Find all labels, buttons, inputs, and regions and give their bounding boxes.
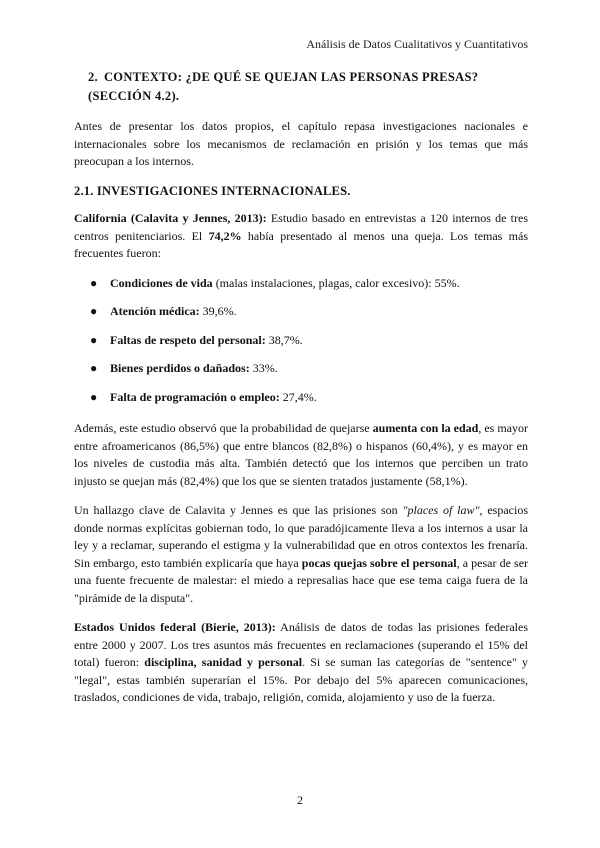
california-text-1: Estudio basado en entrevistas a 120 internos de tres centros penitenciarios. El (74, 211, 529, 243)
bullet-icon: ● (90, 361, 98, 375)
age-text-1: Además, este estudio observó que la probabilidad de quejarse (74, 421, 373, 435)
age-text-2: , es mayor entre afroamericanos (86,5%) que entre blancos (82,8%) o hispanos (60,4%), y es mayor en los niveles de custodia más alta. También detectó que los internos que perciben un trato injusto se quejan más (82,4%) que los que se sienten tratados justamente (58,1%). (74, 421, 529, 488)
law-text-1: Un hallazgo clave de Calavita y Jennes es que las prisiones son (74, 503, 403, 517)
list-item-bold: Condiciones de vida (110, 275, 213, 290)
list-item (74, 389, 528, 407)
us-emphasis: disciplina, sanidad y personal (144, 655, 303, 669)
law-text-2: , espacios donde normas explícitas gobiernan todo, lo que paradójicamente lleva a los internos a usar la ley y a reclamar, superando el estigma y la vulnerabilidad que en otros contextos les frenaría. Sin embargo, esto también explicaría que haya (74, 503, 529, 570)
bullet-icon: ● (90, 275, 98, 290)
list-item-text: 27,4%. (279, 389, 317, 404)
list-item-text: 39,6%. (199, 304, 237, 318)
age-emphasis: aumenta con la edad (372, 421, 479, 435)
places-of-law-paragraph (74, 502, 528, 607)
section-heading (88, 68, 528, 106)
us-federal-paragraph (74, 619, 528, 707)
law-emphasis: pocas quejas sobre el personal (301, 555, 457, 570)
subsection-heading: 2.1. INVESTIGACIONES INTERNACIONALES. (74, 183, 351, 198)
list-item-bold: Faltas de respeto del personal: (110, 332, 266, 347)
bullet-icon: ● (90, 304, 98, 318)
law-italic: "places of law" (402, 503, 480, 517)
california-lead: California (Calavita y Jennes, 2013): (74, 211, 267, 225)
california-pct: 74,2% (208, 228, 242, 243)
us-lead: Estados Unidos federal (Bierie, 2013): (74, 620, 276, 634)
law-text-3: , a pesar de ser una fuente frecuente de malestar: el miedo a represalias hace que ese tema caiga fuera de la "pirámide de la disputa". (74, 555, 529, 605)
list-item (74, 275, 528, 293)
us-text-2: . Si se suman las categorías de "sentence" y "legal", estas también superarían el 15%. Por debajo del 5% aparecen comunicaciones, traslados, condiciones de vida, trabajo, religión, comida, alojamiento y uso de la fuerza. (74, 655, 529, 704)
us-text-1: Análisis de datos de todas las prisiones federales entre 2000 y 2007. Los tres asuntos más frecuentes en reclamaciones (superando el 15% del total) fueron: (74, 620, 529, 669)
section-number: 2. (88, 70, 98, 84)
list-item-text: (malas instalaciones, plagas, calor excesivo): 55%. (212, 275, 460, 290)
bullet-icon: ● (90, 389, 98, 404)
california-paragraph (74, 210, 528, 263)
running-header: Análisis de Datos Cualitativos y Cuantitativos (306, 37, 528, 51)
age-paragraph (74, 420, 528, 490)
list-item-bold: Bienes perdidos o dañados: (110, 361, 250, 375)
list-item (74, 303, 528, 321)
list-item (74, 360, 528, 378)
page-body (74, 68, 528, 719)
list-item-text: 33%. (249, 361, 278, 375)
page-number: 2 (297, 793, 303, 807)
section-title: CONTEXTO: ¿DE QUÉ SE QUEJAN LAS PERSONAS PRESAS? (SECCIÓN 4.2). (88, 70, 479, 103)
list-item (74, 332, 528, 350)
complaint-topics-list (74, 275, 528, 407)
list-item-bold: Atención médica: (110, 304, 200, 318)
list-item-bold: Falta de programación o empleo: (110, 389, 280, 404)
intro-paragraph: Antes de presentar los datos propios, el capítulo repasa investigaciones nacionales e internacionales sobre los mecanismos de reclamación en prisión y los temas que más preocupan a los internos. (74, 119, 528, 168)
california-text-2: había presentado al menos una queja. Los temas más frecuentes fueron: (74, 228, 529, 260)
list-item-text: 38,7%. (265, 332, 303, 347)
bullet-icon: ● (90, 332, 98, 347)
